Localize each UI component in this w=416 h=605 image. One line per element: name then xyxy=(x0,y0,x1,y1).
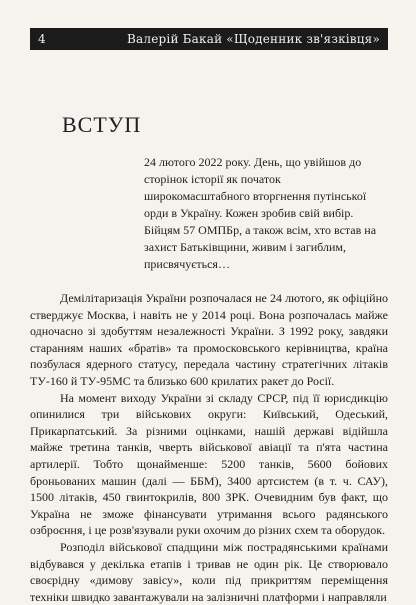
epigraph xyxy=(144,154,388,273)
paragraph: Демілітаризація України розпочалася не 24 лютого, як офіційно стверджує Москва, і навіть не у 2014 році. Вона розпочалась майже одночасно зі здобуттям незалежності України. З 1992 року, завдяки стараниям наших «братів» та промосковського керівництва, країна позбулася ядерного статусу, передала частину стратегічних літаків ТУ-160 й ТУ-95МС та близько 600 крилатих ракет до Росії. xyxy=(30,291,388,388)
epigraph-text: 24 лютого 2022 року. День, що увійшов до сторінок історії як початок широкомасштабного вторгнення путінської орди в Україну. Кожен зробив свій вибір. Бійцям 57 ОМПБр, а також всім, хто встав на захист Батьківщини, живим і загиблим, присвячується… xyxy=(144,155,377,271)
paragraph: На момент виходу України зі складу СРСР, під її юрисдикцію опинилися три військових округи: Київський, Одеський, Прикарпатський. За різними оцінками, нашій державі відійшла майже третина танків, чверть військової авіації та п'ята частина артилерії. Тобто щонайменше: 5200 танків, 5600 бойових броньованих машин (далі — ББМ), 3400 артсистем (в т. ч. САУ), 1500 літаків, 450 гвинтокрилів, 800 ЗРК. Очевидним був факт, що Україна не зможе фінансувати утримання всього радянського озброєння, і це розв'язували руки охочим до різних схем та оборудок. xyxy=(30,390,388,538)
paragraph: Розподіл військової спадщини між пострадянськими країнами відбувався у декілька етапів і тривав не один рік. Це створювало своєрідну «димову завісу», коли під прикриттям переміщення техніки швидко завантажували на залізничні платформи і направляли xyxy=(30,539,388,604)
section-title: ВСТУП xyxy=(62,112,142,137)
running-title: Валерій Бакай «Щоденник зв'язківця» xyxy=(127,32,380,46)
page-number: 4 xyxy=(38,32,46,46)
body-text xyxy=(30,290,388,605)
page-header xyxy=(30,28,388,50)
